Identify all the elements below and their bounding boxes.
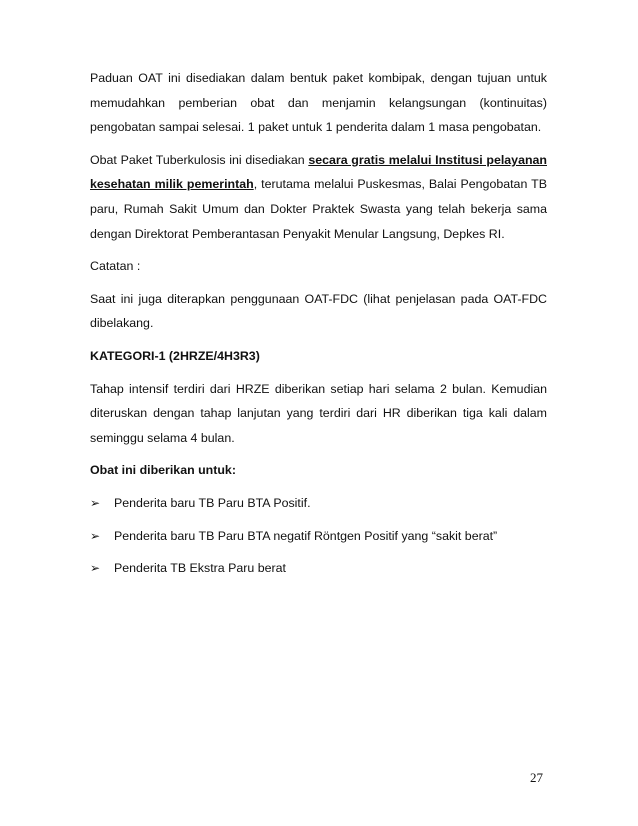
paragraph-free-distribution-start: Obat Paket Tuberkulosis ini disediakan <box>90 152 309 167</box>
free-distribution-emphasis: secara gratis melalui Institusi pelayanan kesehatan milik pemerintah <box>90 152 547 192</box>
paragraph-free-distribution-end: , terutama melalui Puskesmas, Balai Pengobatan TB paru, Rumah Sakit Umum dan Dokter Praktek Swasta yang telah bekerja sama dengan Direktorat Pemberantasan Penyakit Menular Langsung, Depkes RI. <box>90 177 547 241</box>
paragraph-free-distribution <box>90 148 547 246</box>
paragraph-treatment-phases: Tahap intensif terdiri dari HRZE diberikan setiap hari selama 2 bulan. Kemudian diteruskan dengan tahap lanjutan yang terdiri dari HR diberikan tiga kali dalam seminggu selama 4 bulan. <box>90 381 547 445</box>
paragraph-oat-package: Paduan OAT ini disediakan dalam bentuk paket kombipak, dengan tujuan untuk memudahkan pemberian obat dan menjamin kelangsungan (kontinuitas) pengobatan sampai selesai. 1 paket untuk 1 penderita dalam 1 masa pengobatan. <box>90 71 547 135</box>
paragraph-fdc-note: Saat ini juga diterapkan penggunaan OAT-FDC (lihat penjelasan pada OAT-FDC dibelakang. <box>90 291 547 331</box>
arrow-bullet-icon: ➢ <box>90 561 101 576</box>
list-item-text: Penderita baru TB Paru BTA Positif. <box>114 495 311 510</box>
list-item <box>90 524 547 549</box>
list-item-text: Penderita baru TB Paru BTA negatif Röntgen Positif yang “sakit berat” <box>114 528 498 543</box>
document-body <box>90 66 547 589</box>
given-for-heading: Obat ini diberikan untuk: <box>90 463 236 478</box>
list-item <box>90 491 547 516</box>
note-label: Catatan : <box>90 259 141 274</box>
page-number: 27 <box>530 770 543 785</box>
arrow-bullet-icon: ➢ <box>90 528 101 543</box>
arrow-bullet-icon: ➢ <box>90 495 101 510</box>
category-heading: KATEGORI-1 (2HRZE/4H3R3) <box>90 348 260 363</box>
list-item <box>90 556 547 581</box>
patient-list <box>90 491 547 581</box>
list-item-text: Penderita TB Ekstra Paru berat <box>114 561 286 576</box>
